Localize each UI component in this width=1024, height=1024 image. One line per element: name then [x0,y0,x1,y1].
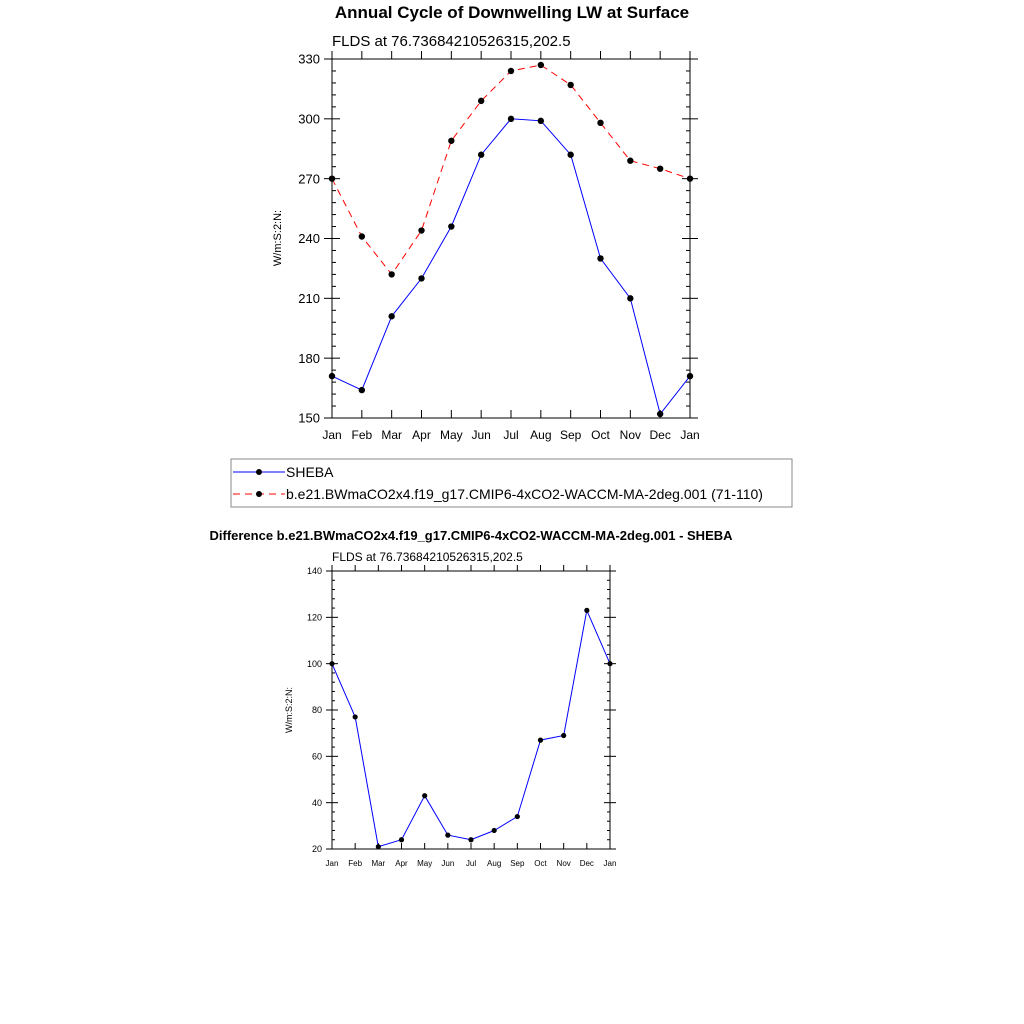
chart-subtitle: FLDS at 76.73684210526315,202.5 [332,550,523,564]
x-tick-label: Feb [348,859,363,868]
data-point [329,661,334,666]
legend-label-sheba: SHEBA [286,464,334,480]
data-point [657,165,663,171]
data-point [657,411,663,417]
y-tick-label: 240 [298,231,320,247]
data-point [538,62,544,68]
data-point [329,373,335,379]
data-point [584,608,589,613]
data-point [388,271,394,277]
y-tick-label: 80 [311,705,322,716]
data-point [597,255,603,261]
y-tick-label: 120 [306,612,322,623]
series-line-0 [332,610,610,846]
series-line-1 [332,65,690,274]
y-tick-label: 180 [298,350,320,366]
series-line-0 [332,119,690,414]
data-point [627,158,633,164]
x-tick-label: Feb [351,428,373,442]
x-tick-label: Sep [559,428,582,442]
y-axis-label: W/m:S:2:N: [284,686,294,734]
data-point [687,175,693,181]
chart-bottom-difference [209,528,733,868]
chart-subtitle: FLDS at 76.73684210526315,202.5 [332,33,571,50]
y-ticks [307,566,616,854]
y-tick-label: 300 [298,111,320,127]
data-point [538,118,544,124]
legend [231,459,792,507]
y-tick-label: 40 [311,797,322,808]
y-tick-label: 60 [311,751,322,762]
plot-frame [332,59,690,418]
y-tick-label: 140 [306,566,322,577]
chart-title: Difference b.e21.BWmaCO2x4.f19_g17.CMIP6-4xCO2-WACCM-MA-2deg.001 - SHEBA [209,528,733,543]
data-point [515,814,520,819]
data-point [399,837,404,842]
data-point [376,844,381,849]
data-point [607,661,612,666]
x-tick-label: Jan [322,428,342,442]
x-tick-label: Sep [510,859,525,868]
y-tick-label: 20 [311,844,322,855]
data-point [359,233,365,239]
y-tick-label: 150 [298,410,320,426]
x-tick-label: Jul [503,428,519,442]
data-point [627,295,633,301]
x-tick-label: Nov [619,428,642,442]
y-tick-label: 100 [306,658,322,669]
data-point [448,138,454,144]
data-point [687,373,693,379]
data-point [388,313,394,319]
x-tick-label: Mar [371,859,386,868]
x-tick-label: Oct [591,428,610,442]
x-tick-label: Aug [530,428,552,442]
y-tick-label: 270 [298,171,320,187]
legend-marker-sheba [256,469,262,475]
x-tick-label: May [417,859,433,868]
y-ticks [298,52,698,426]
data-point [508,116,514,122]
x-tick-label: Jul [465,859,477,868]
data-point [538,738,543,743]
x-ticks [326,565,617,868]
x-tick-label: Jan [603,859,617,868]
x-tick-label: Dec [649,428,671,442]
data-point [418,275,424,281]
data-point [418,227,424,233]
x-tick-label: Jan [680,428,700,442]
data-point [508,68,514,74]
data-point [478,98,484,104]
x-tick-label: Mar [381,428,403,442]
y-tick-label: 330 [298,51,320,67]
data-point [353,714,358,719]
x-tick-label: Dec [579,859,594,868]
x-ticks [322,51,699,442]
data-point [561,733,566,738]
y-tick-label: 210 [298,291,320,307]
chart-title: Annual Cycle of Downwelling LW at Surface [334,3,690,22]
data-point [422,793,427,798]
y-axis-label: W/m:S:2:N: [272,209,284,267]
x-tick-label: Jan [325,859,339,868]
x-tick-label: Apr [395,859,408,868]
data-point [478,152,484,158]
x-tick-label: Jun [441,859,455,868]
data-point [329,175,335,181]
data-point [492,828,497,833]
chart-top-annual-cycle [231,3,792,507]
series-group [329,62,693,417]
legend-marker-model [256,491,262,497]
data-point [468,837,473,842]
x-tick-label: Aug [487,859,502,868]
x-tick-label: Apr [412,428,431,442]
x-tick-label: May [439,428,463,442]
data-point [567,152,573,158]
series-group [329,608,612,850]
x-tick-label: Nov [556,859,571,868]
legend-label-model: b.e21.BWmaCO2x4.f19_g17.CMIP6-4xCO2-WACCM-MA-2deg.001 (71-110) [286,486,763,502]
x-tick-label: Oct [534,859,547,868]
x-tick-label: Jun [471,428,491,442]
data-point [597,120,603,126]
data-point [359,387,365,393]
data-point [448,223,454,229]
data-point [567,82,573,88]
data-point [445,833,450,838]
